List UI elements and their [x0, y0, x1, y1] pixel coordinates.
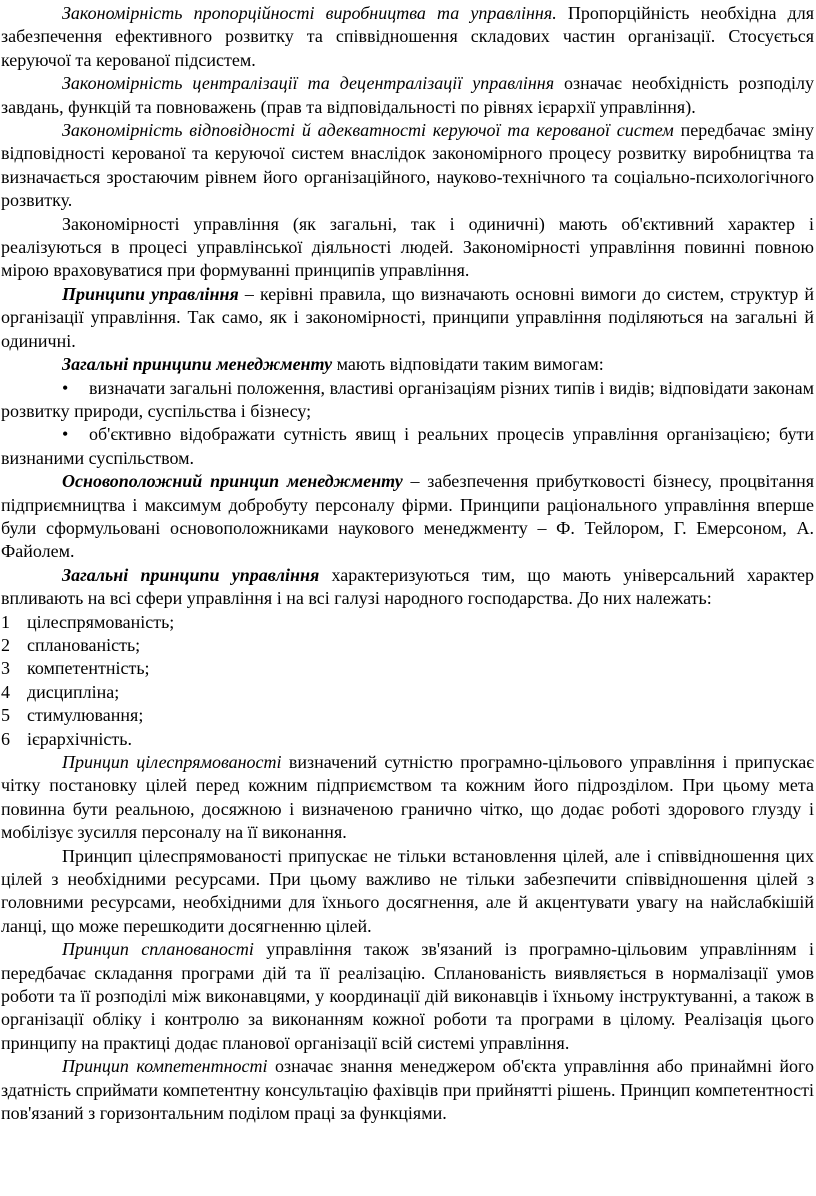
list-item	[1, 611, 814, 634]
paragraph-general-management-principles	[1, 564, 814, 611]
principles-list	[1, 611, 814, 751]
paragraph-management-principles	[1, 283, 814, 353]
term-general-management-principles: Загальні принципи управління	[62, 564, 320, 585]
paragraph-planning	[1, 938, 814, 1055]
list-number: 1	[1, 611, 10, 632]
paragraph-purposefulness-resources	[1, 845, 814, 939]
term-adequacy: Закономірність відповідності й адекватності керуючої та керованої систем	[62, 120, 674, 141]
bullet-item	[1, 377, 814, 424]
list-number: 4	[1, 681, 10, 702]
paragraph-text: означає необхідність розподілу завдань, функцій та повноважень (прав та відповідальності по рівнях ієрархії управління).	[1, 73, 814, 117]
list-text: компетентність;	[27, 658, 150, 679]
paragraph-text: управління також зв'язаний із програмно-цільовим управлінням і передбачає складання програми дій та її реалізацію. Спланованість виявляється в нормалізації умов роботи та її розподілі між виконавцями, у координації дій виконавців і їхньому інструктуванні, а також в організації обліку і контролю за виконанням кожної роботи та програми в цілому. Реалізація цього принципу на практиці додає планової організації всій системі управління.	[1, 939, 814, 1053]
paragraph-text: означає знання менеджером об'єкта управління або принаймні його здатність сприймати компетентну консультацію фахівців при прийнятті рішень. Принцип компетентності пов'язаний з горизонтальним поділом праці за функціями.	[1, 1056, 814, 1124]
paragraph-text: характеризуються тим, що мають універсальний характер впливають на всі сфери управління і на всі галузі народного господарства. До них належать:	[1, 564, 814, 609]
paragraph-purposefulness	[1, 751, 814, 845]
term-planning: Принцип спланованості	[62, 939, 254, 960]
paragraph-text: мають відповідати таким вимогам:	[332, 354, 604, 375]
list-item	[1, 704, 814, 727]
list-text: дисципліна;	[27, 681, 120, 702]
list-number: 5	[1, 705, 10, 726]
list-item	[1, 657, 814, 680]
term-management-principles: Принципи управління	[62, 283, 239, 304]
bullet-icon: •	[62, 424, 69, 445]
list-text: спланованість;	[27, 634, 141, 655]
list-item	[1, 634, 814, 657]
paragraph-general-principles	[1, 353, 814, 376]
term-fundamental-principle: Основоположний принцип менеджменту	[62, 471, 403, 492]
term-proportionality: Закономірність пропорційності виробництва та управління.	[62, 3, 557, 23]
paragraph-fundamental-principle	[1, 470, 814, 564]
list-text: ієрархічність.	[27, 728, 132, 749]
term-general-principles: Загальні принципи менеджменту	[62, 354, 333, 375]
paragraph-text: Пропорційність необхідна для забезпечення ефективного розвитку та співвідношення складових частин організації. Стосується керуючої та керованої підсистем.	[1, 3, 814, 70]
term-competence: Принцип компетентності	[62, 1056, 268, 1077]
paragraph-text: Закономірності управління (як загальні, так і одиничні) мають об'єктивний характер і реалізуються в процесі управлінської діяльності людей. Закономірності управління повинні повною мірою враховуватися при формуванні принципів управління.	[1, 213, 814, 281]
term-purposefulness: Принцип цілеспрямованості	[62, 752, 282, 772]
list-text: цілеспрямованість;	[27, 611, 175, 632]
paragraph-text: – керівні правила, що визначають основні вимоги до систем, структур й організації управління. Так само, як і закономірності, принципи управління поділяються на загальні й одиничні.	[1, 283, 814, 351]
bullet-item	[1, 423, 814, 470]
paragraph-centralization	[1, 72, 814, 119]
paragraph-adequacy	[1, 119, 814, 213]
list-item	[1, 681, 814, 704]
paragraph-objective-character	[1, 213, 814, 283]
list-number: 6	[1, 728, 10, 749]
paragraph-text: передбачає зміну відповідності керованої та керуючої систем внаслідок закономірного процесу розвитку виробництва та визначається зростаючим рівнем його організаційного, науково-технічного та соціально-психологічного розвитку.	[1, 120, 814, 211]
paragraph-competence	[1, 1055, 814, 1125]
bullet-text: визначати загальні положення, властиві організаціям різних типів і видів; відповідати законам розвитку природи, суспільства і бізнесу;	[1, 377, 814, 421]
list-number: 2	[1, 634, 10, 655]
paragraph-text: визначений сутністю програмно-цільового управління і припускає чітку постановку цілей перед кожним підприємством та кожним його підрозділом. При цьому мета повинна бути реальною, досяжною і визначеною гранично чітко, що додає роботі здорового глузду і мобілізує зусилля персоналу на її виконання.	[1, 752, 814, 843]
paragraph-proportionality	[1, 2, 814, 72]
paragraph-text: Принцип цілеспрямованості припускає не тільки встановлення цілей, але і співвідношення цих цілей з необхідними ресурсами. При цьому важливо не тільки забезпечити співвідношення цілей з головними ресурсами, необхідними для їхнього досягнення, але й акцентувати увагу на найслабкішій ланці, що може перешкодити досягненню цілей.	[1, 845, 814, 936]
list-text: стимулювання;	[27, 705, 144, 726]
bullet-icon: •	[62, 377, 69, 398]
list-number: 3	[1, 658, 10, 679]
list-item	[1, 728, 814, 751]
term-centralization: Закономірність централізації та децентралізації управління	[62, 73, 555, 94]
bullet-text: об'єктивно відображати сутність явищ і реальних процесів управління організацією; бути визнаними суспільством.	[1, 424, 814, 468]
paragraph-text: – забезпечення прибутковості бізнесу, процвітання підприємництва і максимум добробуту персоналу фірми. Принципи раціонального управління вперше були сформульовані основоположниками наукового менеджменту – Ф. Тейлором, Г. Емерсоном, А. Файолем.	[1, 471, 814, 562]
